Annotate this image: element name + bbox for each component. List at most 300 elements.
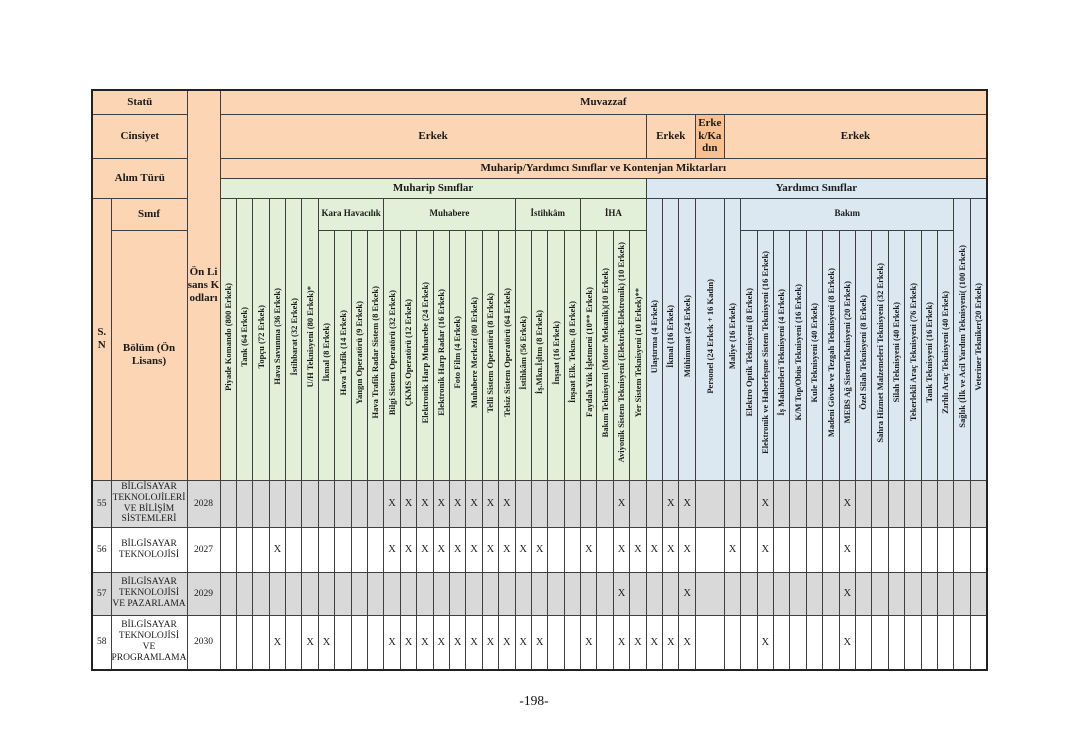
empty-quota-cell: [937, 527, 953, 572]
rotated-column-label: Kule Teknisyeni (40 Erkek): [809, 302, 820, 403]
empty-quota-cell: [335, 615, 351, 670]
x-mark-cell: X: [663, 615, 679, 670]
rotated-column-label: Elektro Optik Teknisyeni (8 Erkek): [743, 288, 754, 417]
x-mark-cell: X: [613, 615, 629, 670]
rotated-column-label: Maliye (16 Erkek): [727, 303, 738, 370]
empty-quota-cell: [564, 527, 580, 572]
column-group-header: Kara Havacılık: [318, 198, 384, 230]
empty-quota-cell: [253, 527, 269, 572]
x-mark-cell: X: [449, 615, 465, 670]
x-mark-cell: X: [482, 480, 498, 527]
empty-quota-cell: [351, 615, 367, 670]
rotated-column-header: [663, 198, 679, 480]
rotated-column-header: [466, 230, 482, 480]
row-bolum-cell: BİLGİSAYAR TEKNOLOJİSİ: [111, 527, 187, 572]
rotated-column-header: [286, 198, 302, 480]
muvazzaf-cell: Muvazzaf: [220, 90, 987, 114]
empty-quota-cell: [433, 572, 449, 615]
x-mark-cell: X: [839, 527, 855, 572]
rotated-column-label: Sahra Hizmet Malzemeleri Teknisyeni (32 Erkek): [874, 262, 885, 443]
x-mark-cell: X: [466, 615, 482, 670]
empty-quota-cell: [368, 480, 384, 527]
rotated-column-label: İkmal (8 Erkek): [321, 323, 332, 382]
x-mark-cell: X: [515, 615, 531, 670]
rotated-column-header: [482, 230, 498, 480]
rotated-column-label: Tank (64 Erkek): [239, 306, 250, 367]
empty-quota-cell: [597, 572, 613, 615]
rotated-column-label: Elektronik Harp Muharebe (24 Erkek): [419, 281, 430, 424]
rotated-column-label: Yer Sistem Teknisyeni (10 Erkek)**: [632, 287, 643, 418]
rotated-column-header: [921, 230, 937, 480]
rotated-column-label: Faydalı Yük İşletmeni (10** Erkek): [583, 287, 594, 418]
rotated-column-header: [757, 230, 773, 480]
sinif-header-cell: Sınıf: [111, 198, 187, 230]
rotated-column-label: Hava Trafik Radar Sistem (8 Erkek): [370, 286, 381, 419]
empty-quota-cell: [855, 615, 871, 670]
empty-quota-cell: [597, 480, 613, 527]
empty-quota-cell: [888, 480, 904, 527]
empty-quota-cell: [790, 527, 806, 572]
x-mark-cell: X: [269, 527, 285, 572]
empty-quota-cell: [905, 615, 921, 670]
empty-quota-cell: [302, 572, 318, 615]
rotated-column-header: [741, 230, 757, 480]
rotated-column-label: Elektronik Harp Radar (16 Erkek): [436, 289, 447, 416]
empty-quota-cell: [823, 615, 839, 670]
empty-quota-cell: [286, 527, 302, 572]
rotated-column-label: İş Makineleri Teknisyeni (4 Erkek): [776, 289, 787, 416]
empty-quota-cell: [253, 480, 269, 527]
x-mark-cell: X: [417, 615, 433, 670]
empty-quota-cell: [253, 615, 269, 670]
table-row: [92, 615, 987, 670]
rotated-column-header: [839, 230, 855, 480]
empty-quota-cell: [236, 527, 252, 572]
empty-quota-cell: [646, 480, 662, 527]
table-row: [92, 480, 987, 527]
empty-quota-cell: [970, 615, 987, 670]
empty-quota-cell: [905, 527, 921, 572]
section-yardimci-siniflar: Yardımcı Sınıflar: [646, 178, 987, 198]
rotated-column-label: Topçu (72 Erkek): [255, 304, 266, 369]
x-mark-cell: X: [466, 480, 482, 527]
rotated-column-header: [449, 230, 465, 480]
rotated-column-label: Zırhlı Araç Teknisyeni (40 Erkek): [940, 291, 951, 414]
x-mark-cell: X: [499, 527, 515, 572]
rotated-column-header: [872, 230, 888, 480]
empty-quota-cell: [937, 572, 953, 615]
column-groups-row: [92, 198, 987, 230]
empty-quota-cell: [741, 572, 757, 615]
empty-quota-cell: [663, 572, 679, 615]
rotated-column-header: [335, 230, 351, 480]
rotated-column-header: [236, 198, 252, 480]
rotated-column-header: [790, 230, 806, 480]
empty-quota-cell: [335, 572, 351, 615]
empty-quota-cell: [774, 480, 790, 527]
rotated-column-label: Hava Trafik (14 Erkek): [337, 309, 348, 396]
x-mark-cell: X: [433, 527, 449, 572]
x-mark-cell: X: [400, 615, 416, 670]
x-mark-cell: X: [679, 572, 695, 615]
rotated-column-header: [548, 230, 564, 480]
x-mark-cell: X: [449, 527, 465, 572]
empty-quota-cell: [855, 480, 871, 527]
empty-quota-cell: [564, 480, 580, 527]
rotated-column-label: ÇKMS Operatörü (12 Erkek): [403, 298, 414, 407]
empty-quota-cell: [695, 572, 724, 615]
rotated-column-label: Hava Savunma (36 Erkek): [272, 288, 283, 385]
rotated-column-label: İstihbarat (32 Erkek): [288, 297, 299, 376]
empty-quota-cell: [774, 527, 790, 572]
empty-quota-cell: [888, 527, 904, 572]
empty-quota-cell: [335, 480, 351, 527]
empty-quota-cell: [630, 480, 646, 527]
rotated-column-label: Madeni Gövde ve Tezgah Teknisyeni (8 Erkek): [825, 267, 836, 438]
rotated-column-label: Sağlık (İlk ve Acil Yardım Teknisyeni( (100 Erkek): [956, 245, 967, 428]
x-mark-cell: X: [839, 480, 855, 527]
rotated-column-header: [679, 198, 695, 480]
x-mark-cell: X: [449, 480, 465, 527]
x-mark-cell: X: [302, 615, 318, 670]
empty-quota-cell: [921, 527, 937, 572]
rotated-column-header: [646, 198, 662, 480]
empty-quota-cell: [872, 527, 888, 572]
empty-quota-cell: [954, 527, 970, 572]
empty-quota-cell: [790, 615, 806, 670]
statu-row: [92, 90, 987, 114]
x-mark-cell: X: [531, 615, 547, 670]
empty-quota-cell: [970, 527, 987, 572]
empty-quota-cell: [449, 572, 465, 615]
empty-quota-cell: [724, 480, 740, 527]
gender-cell-erkek-2: Erkek: [646, 114, 695, 158]
x-mark-cell: X: [466, 527, 482, 572]
rotated-column-label: Silah Teknisyeni (40 Erkek): [891, 302, 902, 403]
empty-quota-cell: [806, 572, 822, 615]
empty-quota-cell: [823, 572, 839, 615]
x-mark-cell: X: [269, 615, 285, 670]
x-mark-cell: X: [417, 527, 433, 572]
empty-quota-cell: [630, 572, 646, 615]
row-bolum-cell: BİLGİSAYAR TEKNOLOJİLERİ VE BİLİŞİM SİSTEMLERİ: [111, 480, 187, 527]
empty-quota-cell: [741, 615, 757, 670]
x-mark-cell: X: [400, 527, 416, 572]
x-mark-cell: X: [482, 615, 498, 670]
empty-quota-cell: [921, 480, 937, 527]
empty-quota-cell: [806, 480, 822, 527]
rotated-column-header: [954, 198, 970, 480]
empty-quota-cell: [220, 615, 236, 670]
x-mark-cell: X: [646, 615, 662, 670]
rotated-column-header: [384, 230, 400, 480]
empty-quota-cell: [318, 480, 334, 527]
empty-quota-cell: [236, 480, 252, 527]
rotated-column-label: Mühimmat (24 Erkek): [681, 295, 692, 378]
gender-cell-erkek-3: Erkek: [724, 114, 987, 158]
empty-quota-cell: [872, 615, 888, 670]
kontenjan-cell: Muharip/Yardımcı Sınıflar ve Kontenjan Miktarları: [220, 158, 987, 178]
section-muharip-siniflar: Muharip Sınıflar: [220, 178, 646, 198]
empty-quota-cell: [531, 572, 547, 615]
rotated-column-label: U/H Teknisyeni (80 Erkek)*: [304, 285, 315, 388]
x-mark-cell: X: [531, 527, 547, 572]
rotated-column-label: Bilgi Sistem Operatörü (32 Erkek): [386, 289, 397, 416]
row-sn-cell: 58: [92, 615, 111, 670]
empty-quota-cell: [790, 572, 806, 615]
empty-quota-cell: [806, 615, 822, 670]
empty-quota-cell: [921, 615, 937, 670]
rotated-column-header: [515, 230, 531, 480]
rotated-column-label: MEBS Ağ SistemTeknisyeni (20 Erkek): [842, 281, 852, 424]
rotated-column-label: Özel Silah Teknisyeni (8 Erkek): [858, 295, 869, 410]
rotated-column-label: Tekerlekli Araç Teknisyeni (76 Erkek): [907, 283, 918, 422]
rotated-column-header: [806, 230, 822, 480]
empty-quota-cell: [351, 480, 367, 527]
empty-quota-cell: [400, 572, 416, 615]
empty-quota-cell: [954, 480, 970, 527]
empty-quota-cell: [970, 572, 987, 615]
rotated-column-header: [774, 230, 790, 480]
x-mark-cell: X: [613, 527, 629, 572]
rotated-column-label: İstihkâm (56 Erkek): [517, 315, 528, 390]
quota-table: [91, 89, 988, 671]
column-group-header: İHA: [581, 198, 647, 230]
x-mark-cell: X: [757, 480, 773, 527]
x-mark-cell: X: [679, 480, 695, 527]
x-mark-cell: X: [499, 615, 515, 670]
empty-quota-cell: [548, 527, 564, 572]
empty-quota-cell: [368, 572, 384, 615]
empty-quota-cell: [855, 572, 871, 615]
rotated-column-label: Aviyonik Sistem Teknisyeni (Elektrik-Elektronik) (10 Erkek): [616, 242, 627, 463]
empty-quota-cell: [269, 572, 285, 615]
x-mark-cell: X: [757, 527, 773, 572]
empty-quota-cell: [581, 572, 597, 615]
empty-quota-cell: [921, 572, 937, 615]
empty-quota-cell: [741, 480, 757, 527]
column-group-header: Bakım: [741, 198, 954, 230]
empty-quota-cell: [368, 527, 384, 572]
rotated-column-label: İkmal (16 Erkek): [665, 305, 676, 368]
empty-quota-cell: [269, 480, 285, 527]
x-mark-cell: X: [384, 480, 400, 527]
empty-quota-cell: [253, 572, 269, 615]
empty-quota-cell: [384, 572, 400, 615]
rotated-column-label: Telsiz Sistem Operatörü (64 Erkek): [501, 288, 512, 417]
row-kod-cell: 2029: [187, 572, 220, 615]
x-mark-cell: X: [384, 615, 400, 670]
gender-cell-erkek-1: Erkek: [220, 114, 646, 158]
page-number: -198-: [519, 693, 549, 708]
empty-quota-cell: [695, 615, 724, 670]
x-mark-cell: X: [433, 480, 449, 527]
rotated-column-header: [630, 230, 646, 480]
rotated-column-label: Ulaştırma (4 Erkek): [649, 299, 660, 374]
empty-quota-cell: [417, 572, 433, 615]
rotated-column-label: Elektronik ve Haberleşme Sistem Teknisyeni (16 Erkek): [760, 251, 771, 454]
empty-quota-cell: [855, 527, 871, 572]
rotated-column-header: [905, 230, 921, 480]
rotated-column-label: İnşaat Elk. Tekns. (8 Erkek): [567, 301, 578, 404]
x-mark-cell: X: [839, 615, 855, 670]
x-mark-cell: X: [630, 615, 646, 670]
empty-quota-cell: [823, 527, 839, 572]
empty-quota-cell: [597, 615, 613, 670]
empty-quota-cell: [499, 572, 515, 615]
empty-quota-cell: [236, 615, 252, 670]
empty-quota-cell: [937, 480, 953, 527]
x-mark-cell: X: [499, 480, 515, 527]
empty-quota-cell: [597, 527, 613, 572]
table-row: [92, 572, 987, 615]
row-kod-cell: 2030: [187, 615, 220, 670]
empty-quota-cell: [695, 480, 724, 527]
rotated-column-header: [581, 230, 597, 480]
empty-quota-cell: [220, 572, 236, 615]
empty-quota-cell: [482, 572, 498, 615]
empty-quota-cell: [888, 615, 904, 670]
rotated-column-header: [888, 230, 904, 480]
empty-quota-cell: [757, 572, 773, 615]
rotated-column-label: İş.Mkn.İşltm (8 Erkek): [534, 310, 545, 395]
empty-quota-cell: [954, 572, 970, 615]
x-mark-cell: X: [679, 615, 695, 670]
empty-quota-cell: [970, 480, 987, 527]
sections-row: [92, 178, 987, 198]
x-mark-cell: X: [482, 527, 498, 572]
rotated-column-header: [351, 230, 367, 480]
x-mark-cell: X: [646, 527, 662, 572]
rotated-column-header: [417, 230, 433, 480]
column-group-header: İstihkâm: [515, 198, 581, 230]
rotated-column-label: Yangın Operatörü (9 Erkek): [354, 300, 365, 405]
empty-quota-cell: [531, 480, 547, 527]
rotated-column-header: [613, 230, 629, 480]
empty-quota-cell: [302, 480, 318, 527]
rotated-column-header: [695, 198, 724, 480]
empty-quota-cell: [695, 527, 724, 572]
rotated-column-label: Personel (24 Erkek + 16 Kadın): [704, 279, 715, 394]
empty-quota-cell: [954, 615, 970, 670]
empty-quota-cell: [905, 572, 921, 615]
x-mark-cell: X: [663, 527, 679, 572]
x-mark-cell: X: [613, 480, 629, 527]
empty-quota-cell: [872, 572, 888, 615]
rotated-column-header: [724, 198, 740, 480]
rotated-column-header: [499, 230, 515, 480]
row-kod-cell: 2028: [187, 480, 220, 527]
empty-quota-cell: [548, 572, 564, 615]
empty-quota-cell: [302, 527, 318, 572]
rotated-column-header: [302, 198, 318, 480]
rotated-column-label: Tank Teknisyeni (16 Erkek): [923, 302, 934, 403]
empty-quota-cell: [724, 572, 740, 615]
empty-quota-cell: [564, 615, 580, 670]
empty-quota-cell: [318, 527, 334, 572]
gender-cell-erkek-kadin: Erkek/Kadın: [695, 114, 724, 158]
empty-quota-cell: [286, 615, 302, 670]
empty-quota-cell: [220, 480, 236, 527]
x-mark-cell: X: [515, 527, 531, 572]
rotated-column-header: [433, 230, 449, 480]
rotated-column-label: Piyade Komando (800 Erkek): [222, 282, 233, 391]
x-mark-cell: X: [384, 527, 400, 572]
x-mark-cell: X: [400, 480, 416, 527]
statu-label-cell: Statü: [92, 90, 187, 114]
empty-quota-cell: [741, 527, 757, 572]
cinsiyet-row: [92, 114, 987, 158]
rotated-column-header: [937, 230, 953, 480]
row-kod-cell: 2027: [187, 527, 220, 572]
empty-quota-cell: [888, 572, 904, 615]
empty-quota-cell: [905, 480, 921, 527]
empty-quota-cell: [466, 572, 482, 615]
rotated-column-header: [253, 198, 269, 480]
empty-quota-cell: [790, 480, 806, 527]
table-row: [92, 527, 987, 572]
empty-quota-cell: [581, 480, 597, 527]
x-mark-cell: X: [417, 480, 433, 527]
rotated-column-label: Muhabere Merkezi (80 Erkek): [468, 296, 479, 409]
rotated-column-header: [564, 230, 580, 480]
empty-quota-cell: [220, 527, 236, 572]
x-mark-cell: X: [613, 572, 629, 615]
empty-quota-cell: [515, 572, 531, 615]
rotated-column-label: İnşaat (16 Erkek): [550, 320, 561, 385]
empty-quota-cell: [351, 527, 367, 572]
alim-turu-row: [92, 158, 987, 178]
x-mark-cell: X: [679, 527, 695, 572]
empty-quota-cell: [286, 572, 302, 615]
rotated-column-header: [531, 230, 547, 480]
rotated-column-header: [855, 230, 871, 480]
empty-quota-cell: [548, 615, 564, 670]
rotated-column-header: [970, 198, 987, 480]
empty-quota-cell: [564, 572, 580, 615]
empty-quota-cell: [823, 480, 839, 527]
empty-quota-cell: [774, 615, 790, 670]
rotated-column-header: [597, 230, 613, 480]
rotated-column-header: [823, 230, 839, 480]
rotated-column-label: Telli Sistem Operatörü (8 Erkek): [485, 292, 496, 413]
rotated-column-label: K/M Top/Obüs Teknisyeni (16 Erkek): [792, 284, 803, 421]
rotated-column-header: [318, 230, 334, 480]
rotated-column-header: [400, 230, 416, 480]
rotated-column-label: Bakım Teknisyeni (Motor Mekanik)(10 Erkek): [599, 267, 610, 438]
x-mark-cell: X: [318, 615, 334, 670]
x-mark-cell: X: [581, 615, 597, 670]
empty-quota-cell: [368, 615, 384, 670]
sn-header-cell: S. N: [92, 198, 111, 480]
empty-quota-cell: [515, 480, 531, 527]
column-group-header: Muhabere: [384, 198, 515, 230]
empty-quota-cell: [937, 615, 953, 670]
empty-quota-cell: [774, 572, 790, 615]
bolum-header-cell: Bölüm (Ön Lisans): [111, 230, 187, 480]
x-mark-cell: X: [581, 527, 597, 572]
x-mark-cell: X: [663, 480, 679, 527]
empty-quota-cell: [318, 572, 334, 615]
empty-quota-cell: [724, 615, 740, 670]
row-bolum-cell: BİLGİSAYAR TEKNOLOJİSİ VE PAZARLAMA: [111, 572, 187, 615]
cinsiyet-label-cell: Cinsiyet: [92, 114, 187, 158]
empty-quota-cell: [351, 572, 367, 615]
empty-quota-cell: [806, 527, 822, 572]
rotated-column-header: [368, 230, 384, 480]
x-mark-cell: X: [630, 527, 646, 572]
on-lisans-kodlari-header-cell: Ön Lisans Kodları: [187, 90, 220, 480]
